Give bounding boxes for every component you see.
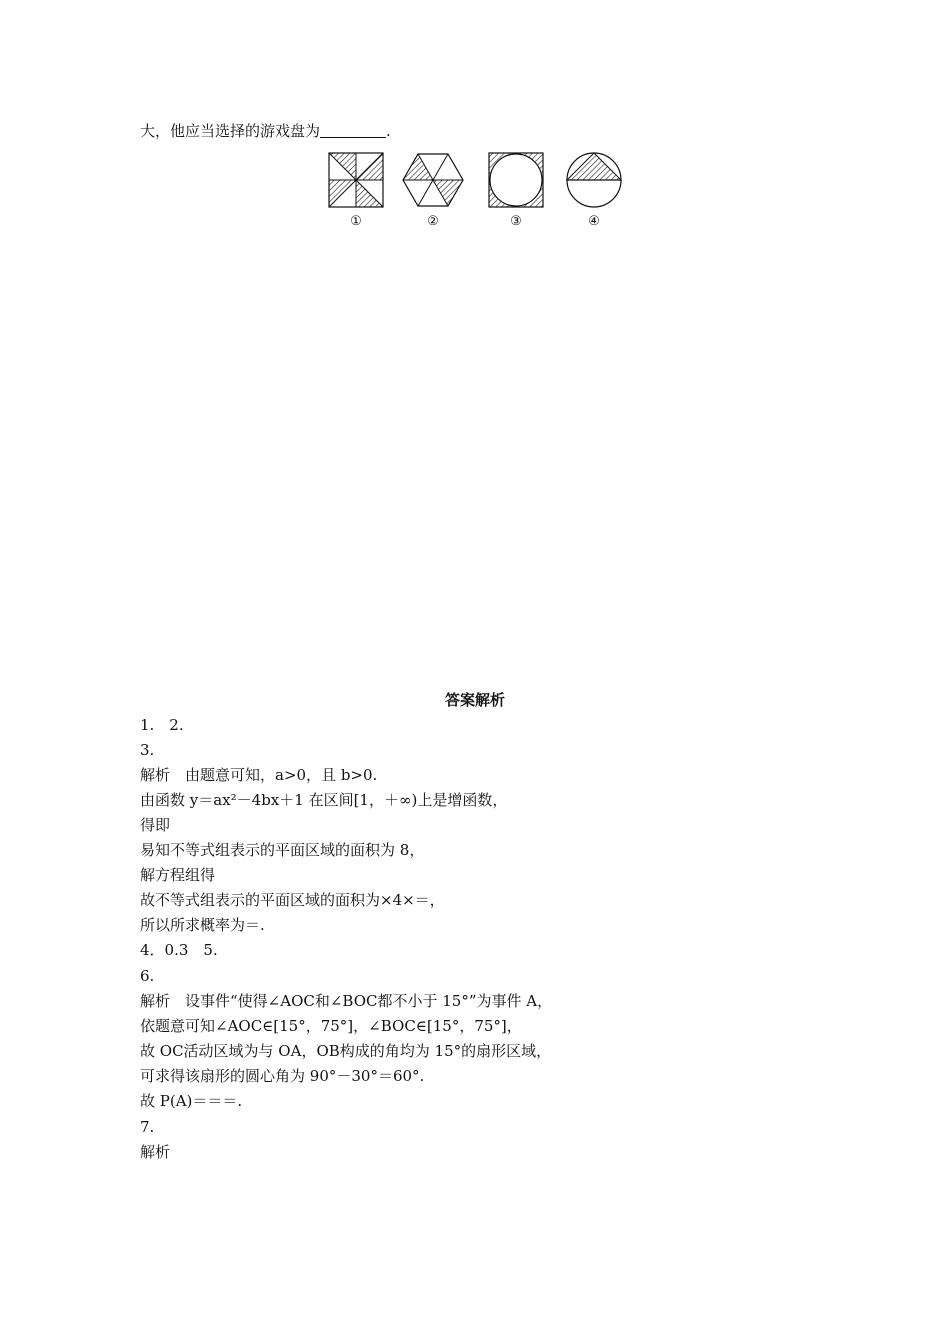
answer-line-5: 得即: [140, 816, 171, 834]
figure-caption-2: ②: [427, 214, 439, 229]
answer-line-10: 4．0.3 5.: [140, 941, 218, 959]
question-line: [140, 121, 391, 141]
question-text: 大，他应当选择的游戏盘为: [140, 122, 321, 140]
answer-line-13: 依题意可知∠AOC∈[15°，75°]，∠BOC∈[15°，75°]，: [140, 1017, 522, 1035]
answer-line-8: 故不等式组表示的平面区域的面积为×4×＝，: [140, 891, 445, 909]
answer-line-11: 6.: [140, 967, 155, 985]
answer-line-16: 故 P(A)＝＝＝.: [140, 1092, 243, 1110]
answer-line-4: 由函数 y＝ax²－4bx＋1 在区间[1，＋∞)上是增函数，: [140, 791, 508, 809]
answer-line-12: 解析 设事件“使得∠AOC和∠BOC都不小于 15°”为事件 A，: [140, 992, 553, 1010]
game-board-1: [328, 152, 384, 229]
answers-title: 答案解析: [444, 691, 505, 709]
answer-line-18: 解析: [140, 1143, 171, 1161]
hexagon-board-figure: [402, 152, 464, 208]
answer-blank: [320, 123, 386, 138]
answer-line-9: 所以所求概率为＝.: [140, 916, 265, 934]
figure-caption-1: ①: [350, 214, 362, 229]
answer-line-1: 1. 2.: [140, 716, 184, 734]
game-board-2: [402, 152, 464, 229]
circle-in-square-figure: [488, 152, 544, 208]
answer-line-14: 故 OC活动区域为与 OA，OB构成的角均为 15°的扇形区域，: [140, 1042, 552, 1060]
answer-line-6: 易知不等式组表示的平面区域的面积为 8，: [140, 841, 425, 859]
circle-triangle-figure: [565, 152, 623, 208]
game-board-4: [565, 152, 623, 229]
square-board-figure: [328, 152, 384, 208]
game-board-3: [488, 152, 544, 229]
game-boards: [328, 152, 628, 232]
answer-line-2: 3.: [140, 741, 155, 759]
answer-line-3: 解析 由题意可知，a>0，且 b>0.: [140, 766, 378, 784]
answer-line-15: 可求得该扇形的圆心角为 90°－30°＝60°.: [140, 1067, 425, 1085]
figure-caption-3: ③: [510, 214, 522, 229]
answer-line-7: 解方程组得: [140, 866, 216, 884]
question-end: .: [386, 122, 391, 140]
answer-line-17: 7.: [140, 1118, 155, 1136]
figure-caption-4: ④: [588, 214, 600, 229]
